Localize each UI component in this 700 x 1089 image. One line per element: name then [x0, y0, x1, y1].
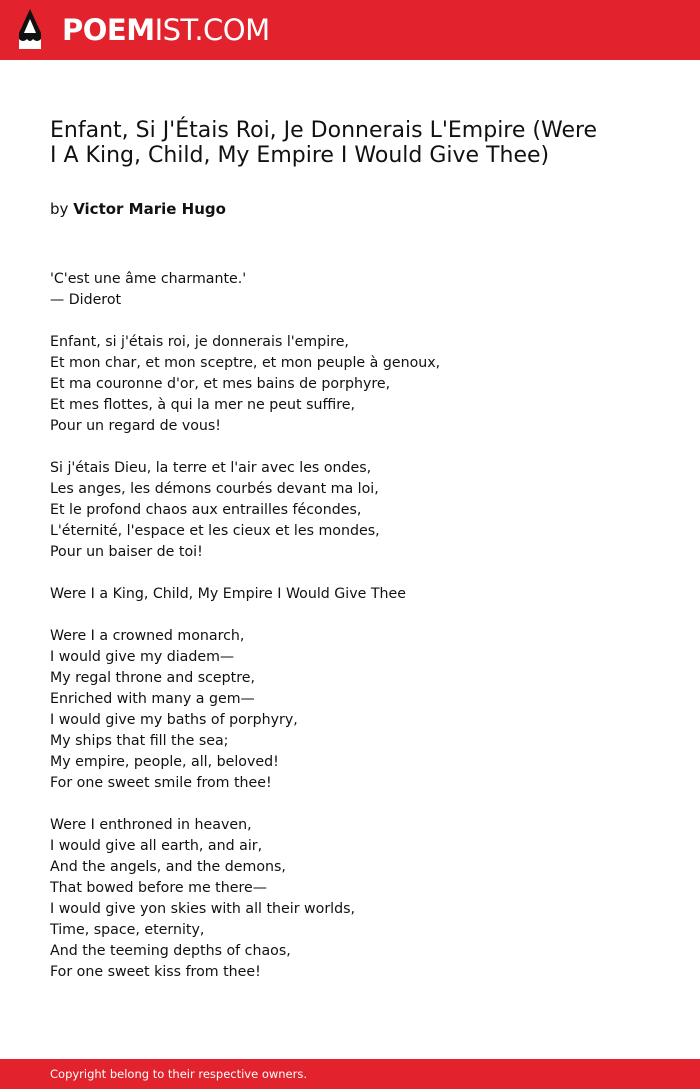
poem-line: Were I enthroned in heaven, [50, 817, 252, 833]
poem-line: Pour un regard de vous! [50, 418, 221, 434]
poem-line: For one sweet smile from thee! [50, 775, 272, 791]
poem-line: I would give all earth, and air, [50, 838, 263, 854]
poem-line: Were I a crowned monarch, [50, 628, 245, 644]
poem-line: Les anges, les démons courbés devant ma loi, [50, 481, 379, 497]
poem-line: 'C'est une âme charmante.' [50, 271, 247, 287]
poem-line: I would give yon skies with all their worlds, [50, 901, 355, 917]
pencil-logo-icon[interactable] [17, 9, 43, 51]
stanza-break [50, 563, 650, 584]
poem-line: L'éternité, l'espace et les cieux et les mondes, [50, 523, 380, 539]
poem-line: For one sweet kiss from thee! [50, 964, 261, 980]
poem-line: And the teeming depths of chaos, [50, 943, 291, 959]
poem-line: My regal throne and sceptre, [50, 670, 255, 686]
poem-line: Et mon char, et mon sceptre, et mon peuple à genoux, [50, 355, 441, 371]
poem-line: I would give my diadem— [50, 649, 235, 665]
poem-line: Enfant, si j'étais roi, je donnerais l'empire, [50, 334, 349, 350]
poem-line: Enriched with many a gem— [50, 691, 255, 707]
poem-line: — Diderot [50, 292, 122, 308]
logo-text-bold: POEM [62, 13, 155, 47]
byline-prefix: by [50, 200, 69, 218]
poem-line: Pour un baiser de toi! [50, 544, 203, 560]
poem-line: My ships that fill the sea; [50, 733, 229, 749]
stanza-break [50, 311, 650, 332]
byline [50, 199, 226, 219]
copyright-notice: Copyright belong to their respective owners. [50, 1067, 308, 1081]
site-header [0, 0, 700, 60]
poem-line: Et mes flottes, à qui la mer ne peut suffire, [50, 397, 355, 413]
stanza-break [50, 794, 650, 815]
stanza-break [50, 605, 650, 626]
site-logo[interactable] [62, 13, 270, 47]
poem-title: Enfant, Si J'Étais Roi, Je Donnerais L'Empire (Were I A King, Child, My Empire I Would Give Thee) [50, 118, 598, 168]
poem-line: That bowed before me there— [50, 880, 267, 896]
poem-line: Et ma couronne d'or, et mes bains de porphyre, [50, 376, 391, 392]
poem-line: And the angels, and the demons, [50, 859, 286, 875]
poem-line: My empire, people, all, beloved! [50, 754, 279, 770]
site-footer [0, 1059, 700, 1089]
poem-body [50, 269, 650, 983]
poem-line: I would give my baths of porphyry, [50, 712, 298, 728]
stanza-break [50, 437, 650, 458]
logo-text-light: IST.COM [154, 13, 270, 47]
poem-line: Si j'étais Dieu, la terre et l'air avec les ondes, [50, 460, 372, 476]
translation-heading: Were I a King, Child, My Empire I Would Give Thee [50, 586, 406, 602]
poem-line: Time, space, eternity, [50, 922, 205, 938]
poem-line: Et le profond chaos aux entrailles fécondes, [50, 502, 362, 518]
author-name: Victor Marie Hugo [73, 200, 226, 218]
